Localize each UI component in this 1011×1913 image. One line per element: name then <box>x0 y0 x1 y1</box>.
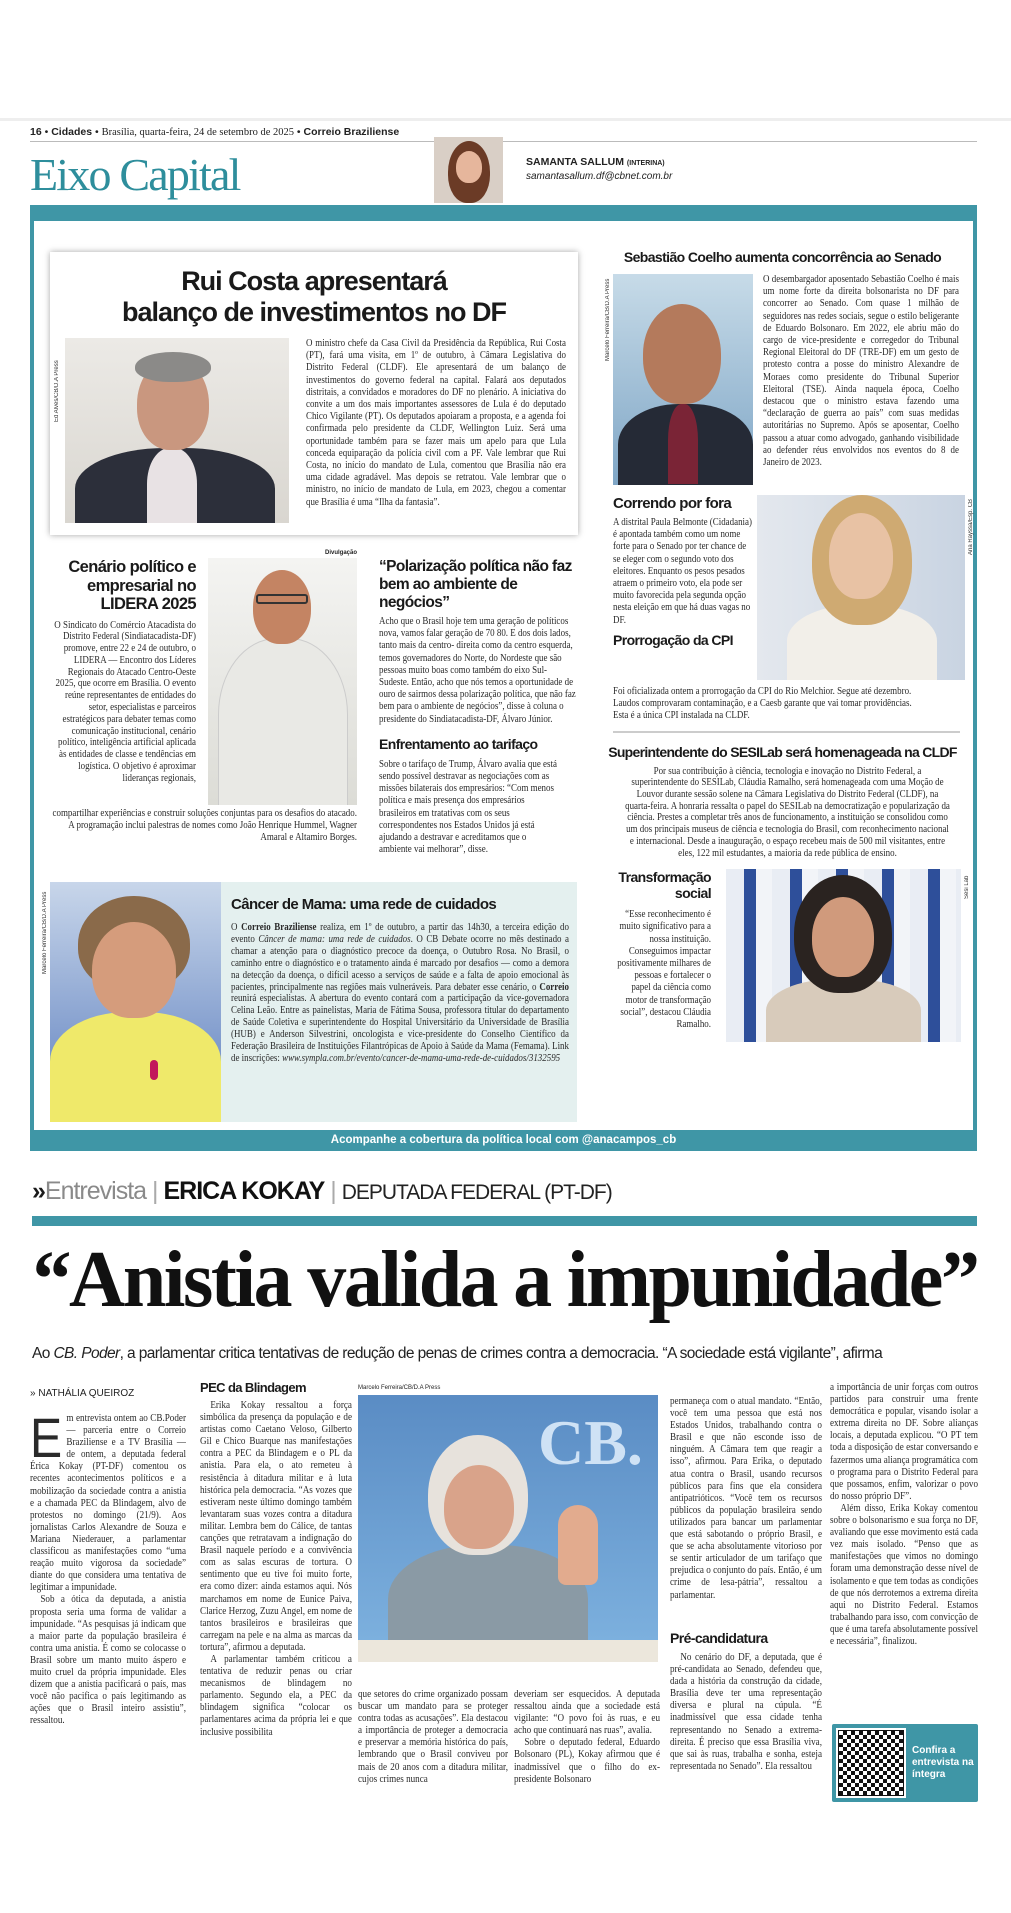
interview-deck-wrap <box>32 1344 977 1364</box>
social-bar[interactable]: Acompanhe a cobertura da política local com @anacampos_cb <box>30 1130 977 1151</box>
byline: » NATHÁLIA QUEIROZ <box>30 1388 135 1399</box>
paragraph: Sobre o deputado federal, Eduardo Bolsonaro (PL), Kokay afirmou que é inadmissível que o filho do ex-presidente Bolsonaro <box>514 1737 660 1785</box>
kicker: Entrevista <box>44 1177 147 1205</box>
paragraph: a importância de unir forças com outros partidos para construir uma frente democrática e popular, visando isolar a extrema direita no DF. Sobre alianças locais, a deputada explicou. “O PT tem toda a disposição de estar conversando e fazermos uma aliança programática com o programa para o Distrito Federal para que possamos, enfim, valorizar o povo do nosso próprio DF”. <box>830 1382 978 1502</box>
interviewee-name: ERICA KOKAY <box>163 1177 325 1205</box>
cancer-box <box>221 882 577 1122</box>
lidera-headline: Cenário político e empresarial no LIDERA 2025 <box>68 558 196 613</box>
divider <box>30 141 977 142</box>
text: . O CB Debate ocorre no mês destinado a chamar a atenção para o diagnóstico precoce da doença, o Outubro Rosa. No Brasil, o caminho entre o diagnóstico e o tratamento ainda é marcado por desafios — como a demora na detecção da doença, o difícil acesso a serviços de saúde e a falta de apoio emocional às pacientes, principalmente nas regiões mais vulneráveis. Para debater esse cenário, o <box>231 933 570 993</box>
interview-col-6 <box>830 1382 978 1709</box>
interview-col-1 <box>30 1413 186 1800</box>
transformacao-headline: Transformação social <box>618 869 711 902</box>
sebastiao-photo-wrap <box>605 274 753 485</box>
interview-col-5b <box>670 1652 822 1797</box>
claudia-photo-wrap <box>726 869 970 1042</box>
rui-body-wrap <box>306 338 566 509</box>
photo-credit: Ana Rayssa/Esp. CB <box>968 498 974 555</box>
qr-code-icon[interactable] <box>836 1728 906 1798</box>
cancer-body <box>231 922 569 1065</box>
columnist-photo <box>434 137 503 203</box>
erica-kokay-photo <box>358 1395 658 1662</box>
section-name: Cidades <box>51 126 93 138</box>
col-inner <box>830 1382 978 1648</box>
sebastiao-headline: Sebastião Coelho aumenta concorrência ao Senado <box>623 249 942 265</box>
text: Ao <box>32 1345 54 1362</box>
text: realiza, em 1º de outubro, a partir das 14h30, a terceira edição do evento <box>231 922 569 945</box>
interview-headline-wrap <box>32 1232 977 1332</box>
dropcap: E <box>30 1413 63 1469</box>
cpi-body-wrap <box>613 686 913 723</box>
photo-credit: Marcelo Ferreira/CB/D.A Press <box>358 1385 441 1391</box>
tarifaco-body-wrap <box>379 759 559 857</box>
correndo-text <box>613 495 752 680</box>
frame-left <box>30 205 34 1150</box>
sesilab-headline: Superintendente do SESILab será homenageada na CLDF <box>608 743 957 760</box>
photo-credit: Marcelo Ferreira/CB/D.A Press <box>605 278 611 361</box>
rui-costa-photo <box>65 338 289 523</box>
paper-name: Correio Braziliense <box>303 126 400 138</box>
col-inner <box>200 1400 352 1739</box>
paragraph: que setores do crime organizado possam buscar um mandato para se proteger contra todas as acusações”. Ela destacou a importância de proteger a democracia e preservar a memória histórica do país, lembrando que o Brasil conviveu por mais de 20 anos com a ditadura militar, cujos crimes nunca <box>358 1689 508 1785</box>
lidera-row <box>52 550 357 805</box>
text: reunirá especialistas. A abertura do evento contará com a participação da vice-governadora Celina Leão. Entre as painelistas, Maria de Fátima Sousa, professora titular do departamento de Saúde Coletiva e superintendente do Hospital Universitário da Universidade de Brasília (HUB) e Anderson Silvestrini, oncologista e vice-presidente do Conselho Científico da Federação Brasileira de Instituições Filantrópicas de Apoio à Saúde da Mama (Femama). Link de inscrições: <box>231 993 569 1064</box>
lidera-body: O Sindicato do Comércio Atacadista do Distrito Federal (Sindiatacadista-DF) promove, entre 22 e 24 de outubro, o LIDERA — Encontro dos Líderes Regionais do Atacado Centro-Oeste 2025, que ocorre em Brasília. O evento reúne representantes de entidades do setor, especialistas e parceiros estratégicos para debater temas como comunicação institucional, cenário político, inteligência artificial aplicada às entidades de classe e tendências em logística. O objetivo é aproximar lideranças regionais, <box>54 619 196 784</box>
interview-col-5a <box>670 1396 822 1626</box>
col-inner <box>670 1652 822 1773</box>
polarizacao-headline: “Polarização política não faz bem ao ambiente de negócios” <box>379 558 572 611</box>
sebastiao-body-wrap <box>763 274 959 485</box>
event-name: Câncer de mama: uma rede de cuidados <box>258 933 411 945</box>
lidera-text <box>52 558 196 805</box>
paragraph: permaneça com o atual mandato. “Então, você tem uma pessoa que está nos Estados Unidos, trabalhando contra o Brasil e que não esconde isso de ninguém. A Câmara tem que reagir a isso”, afirmou. Para Erika, o deputado atua contra o Brasil, usando recursos públicos para fins que ela considera antipatrióticos. “Você tem os recursos públicos da população brasileira sendo utilizados para bancar um parlamentar que está sabotando o próprio Brasil, e que se acha absolutamente vitorioso por se sentir articulador de um tarifaço que prejudica o conjunto do país. Então, é um crime de lesa-pátria”, ressaltou a parlamentar. <box>670 1396 822 1601</box>
paragraph: deveriam ser esquecidos. A deputada ressaltou ainda que a sociedade está vigilante: “O povo foi às ruas, e eu acho que continuará nas ruas”, avalia. <box>514 1689 660 1737</box>
subhead-pec: PEC da Blindagem <box>200 1380 306 1395</box>
alvaro-photo-wrap <box>208 550 357 805</box>
text-bold: Correio <box>539 981 569 993</box>
transformacao-row <box>613 869 970 1042</box>
text-bold: Correio Braziliense <box>241 922 317 933</box>
paragraph: Além disso, Erika Kokay comentou sobre o bolsonarismo e sua força no DF, avaliando que esse movimento está cada vez mais isolado. “Penso que as manifestações que vimos no domingo foram uma demonstração desse nível de isolamento e que tem todas as condições de que nós derrotemos a extrema direita aqui no Distrito Federal. Estamos trabalhando para isso, com convicção de que é uma tarefa absolutamente possível e necessária”, finalizou. <box>830 1502 978 1647</box>
pink-ribbon-icon <box>150 1060 158 1080</box>
subhead-precandidatura: Pré-candidatura <box>670 1630 768 1646</box>
paragraph: A parlamentar também criticou a tentativa de reduzir penas ou criar mecanismos de blindagem no parlamento. Segundo ela, a PEC da blindagem significa “colocar os parlamentares acima da própria lei e que inclusive possibilita <box>200 1653 352 1738</box>
separator: | <box>152 1177 158 1205</box>
polarizacao-block <box>379 558 577 856</box>
frame-right <box>973 205 977 1150</box>
celina-leao-photo <box>50 882 221 1122</box>
sesilab-body: Por sua contribuição à ciência, tecnologia e inovação no Distrito Federal, a superintendente do SESILab, Cláudia Ramalho, será homenageada com uma Moção de Louvor durante sessão solene na Câmara Legislativa do Distrito Federal (CLDF), na quarta-feira. A honraria ressalta o papel do SESILab na democratização e popularização da ciência. Prestes a completar três anos de funcionamento, a instituição se consolidou como um dos principais museus de ciência e tecnologia do Brasil, com reconhecimento nacional e internacional. Desde a inauguração, o espaço recebeu mais de 500 mil visitantes, entre eles, 122 mil estudantes, a maioria da rede pública de ensino. <box>625 765 950 859</box>
correndo-row <box>613 495 974 680</box>
rui-costa-card <box>50 252 578 535</box>
divider <box>613 731 960 733</box>
dateline: Brasília, quarta-feira, 24 de setembro de 2025 <box>101 127 295 138</box>
columnist-email[interactable]: samantasallum.df@cbnet.com.br <box>526 171 673 182</box>
separator: | <box>330 1177 336 1205</box>
transformacao-body: “Esse reconhecimento é muito significativo para a nossa instituição. Conseguimos impactar positivamente milhares de pessoas e fortalecer o papel da ciência como motor de transformação social”, destacou Cláudia Ramalho. <box>617 909 711 1031</box>
paragraph: Sob a ótica da deputada, a anistia proposta seria uma forma de validar a impunidade. “As pesquisas já indicam que a maior parte da população brasileira é contra uma anistia. É como se colocasse o Brasil sobre um manto muito áspero e muito cruel da própria impunidade. Eles dizem que a anistia pacificará o país, mas você não pacifica o país legitimando as ações que o Brasil inteiro assistiu”, ressaltou. <box>30 1594 186 1727</box>
lidera-tail-wrap <box>52 808 357 843</box>
top-rule <box>0 118 1011 121</box>
correndo-headline: Correndo por fora <box>613 495 732 512</box>
header-rule <box>32 1216 977 1226</box>
rui-headline <box>50 266 578 328</box>
paragraph: m entrevista ontem ao CB.Poder — parceria entre o Correio Braziliense e a TV Brasília — de ontem, a deputada federal Érica Kokay (PT-DF) comentou os recentes acontecimentos políticos e a mobilização da sociedade contra a anistia e a chamada PEC da Blindagem, alvo de protestos no domingo (21/9). Aos jornalistas Carlos Alexandre de Souza e Mariana Niederauer, a parlamentar classificou as manifestações como “uma reação muito vigorosa da sociedade” diante do que considera uma tentativa de legitimar a impunidade. <box>30 1413 186 1594</box>
sebastiao-body: O desembargador aposentado Sebastião Coelho é mais um nome forte da direita bolsonarista no DF para concorrer ao Senado. Com quase 1 milhão de seguidores nas redes sociais, segue o estilo beligerante de Eduardo Bolsonaro. Em 2022, ele abriu mão do cargo de vice-presidente e corregedor do Tribunal Regional Eleitoral do DF (TRE-DF) em um gesto de protesto contra a posse do ministro Alexandre de Moraes como presidente do Tribunal Superior Eleitoral (TSE). Ainda naquela época, Coelho destacou que o ministro estava fazendo uma “declaração de guerra ao país” com suas medidas autoritárias no Supremo. Após se aposentar, Coelho passou a atuar como advogado, ganhando visibilidade ao defender réus envolvidos nos eventos do 8 de Janeiro de 2023. <box>763 274 959 469</box>
polarizacao-body: Acho que o Brasil hoje tem uma geração de políticos nova, vamos falar geração de 70 80. E dos dois lados, tanto mais da centro- direita como da centro esquerda, temos governadores do Norte, do Nordeste que são pessoas muito boas como também do eixo Sul-Sudeste. Então, acho que nós temos a oportunidade de ouro de sairmos dessa polarização política, que não faz bem para o ambiente de negócios”, disse à coluna o presidente do Sindiatacadista-DF, Álvaro Júnior. <box>379 616 576 725</box>
interview-headline: “Anistia valida a impunidade” <box>32 1236 977 1324</box>
sebastiao-photo <box>613 274 753 485</box>
photo-credit: Ed Alves/CB/D.A Press <box>54 360 60 422</box>
interview-col-3 <box>358 1689 508 1798</box>
author-name: NATHÁLIA QUEIROZ <box>38 1388 135 1399</box>
cancer-headline: Câncer de Mama: uma rede de cuidados <box>231 896 497 913</box>
paragraph: No cenário do DF, a deputada, que é pré-candidata ao Senado, defendeu que, dada a história da construção da cidade, Brasília deve ter uma representação diversa e plural na cúpula. “É inadmissível que essa cidade tenha representando no Senado a extrema-direita. É preciso que essa Brasília viva, que sai às ruas, trabalha e sonha, esteja representada no Senado”. Ela ressaltou <box>670 1652 822 1772</box>
folio: 16 • Cidades • Brasília, quarta-feira, 24 de setembro de 2025 • Correio Braziliense <box>30 126 400 138</box>
interview-deck <box>32 1344 882 1363</box>
photo-credit: Divulgação <box>324 550 357 556</box>
tarifaco-body: Sobre o tarifaço de Trump, Álvaro avalia que está sendo possível destravar as negociações com as missões bilaterais dos empresários: “Com menos política e mais presença dos empresários brasileiros em tratativas com os seus correspondentes nos Estados Unidos já está ajudando a destravar e acreditamos que o ambiente vai melhorar”, disse. <box>379 758 557 856</box>
interview-col-2 <box>200 1400 352 1799</box>
paula-belmonte-photo <box>757 495 965 680</box>
col-inner <box>30 1413 186 1727</box>
col-inner <box>670 1396 822 1602</box>
interview-header <box>32 1174 612 1210</box>
lidera-body-tail: compartilhar experiências e construir soluções conjuntas para os desafios do atacado. A programação inclui palestras de nomes como João Henrique Hummel, Wagner Amaral e Altamiro Borges. <box>52 808 357 843</box>
interviewee-role: DEPUTADA FEDERAL (PT-DF) <box>341 1181 612 1204</box>
qr-label[interactable]: Confira a entrevista na íntegra <box>912 1745 974 1780</box>
cb-logo: CB. <box>538 1407 643 1478</box>
registration-link[interactable]: www.sympla.com.br/evento/cancer-de-mama-uma-rede-de-cuidados/3132595 <box>282 1052 561 1064</box>
interview-col-4 <box>514 1689 660 1798</box>
author-name: SAMANTA SALLUM <box>526 156 624 168</box>
text: , a parlamentar critica tentativas de redução de penas de crimes contra a democracia. “A sociedade está vigilante”, afirma <box>119 1345 883 1362</box>
cpi-body: Foi oficializada ontem a prorrogação da CPI do Rio Melchior. Segue até dezembro. Laudos comprovaram contaminação, e a Caesb garante que vai tomar providências. Esta é a única CPI instalada na CLDF. <box>613 686 912 722</box>
sebastiao-row <box>605 274 965 485</box>
sesilab-body-wrap <box>625 766 950 860</box>
photo-credit: Sesi Lab <box>964 875 970 900</box>
photo-credit: Marcelo Ferreira/CB/D.A Press <box>42 891 48 974</box>
alvaro-junior-photo <box>208 558 357 805</box>
right-column <box>600 248 974 1042</box>
tarifaco-headline: Enfrentamento ao tarifaço <box>379 735 538 752</box>
frame-top-band <box>30 205 977 221</box>
headline-line: Rui Costa apresentará <box>181 266 447 296</box>
author-note: (INTERINA) <box>626 160 665 167</box>
paula-photo-wrap <box>757 495 974 680</box>
lidera-block <box>52 550 357 843</box>
text: O <box>231 922 242 933</box>
rui-body: O ministro chefe da Casa Civil da Presidência da República, Rui Costa (PT), fará uma visita, em 1º de outubro, à Câmara Legislativa do Distrito Federal (CLDF). Ele apresentará de um balanço de investimentos do governo federal na capital. Falará aos deputados distritais, a convidados e moradores do DF no plenário. A iniciativa do convite a um dos mais importantes assessores de Lula é do deputado Chico Vigilante (PT). Os deputados apoiaram a proposta, e a agenda foi confirmada pelo presidente da CLDF, Wellington Luiz. Será uma oportunidade também para se fazer mais um apelo para que Lula conceda equiparação da polícia civil com a PF. Vale lembrar que Rui Costa, no início do mandato de Lula, comentou que Brasília não era uma cidade agradável. Mas depois se retratou. Vale lembrar que o ministro, no início de mandato de Lula, em 2023, chegou a comentar que Brasília é uma “Ilha da fantasia”. <box>306 338 566 508</box>
column-title: Eixo Capital <box>30 149 240 200</box>
claudia-ramalho-photo <box>726 869 961 1042</box>
page-number: 16 <box>30 126 42 138</box>
headline-line: balanço de investimentos no DF <box>121 297 507 327</box>
correndo-body: A distrital Paula Belmonte (Cidadania) é apontada também como um nome forte para o Senado por ter chance de se eleger com o segundo voto dos eleitores. Enquanto os pesos pesados atraem o primeiro voto, ela pode ser muito favorecida pela segunda opção nesta eleição em que há duas vagas no DF. <box>613 517 752 626</box>
paragraph: Erika Kokay ressaltou a força simbólica da presença da população e de artistas como Caetano Veloso, Gilberto Gil e Chico Buarque nas manifestações contra a PEC da Blindagem e o PL da anistia. Para ela, o ato remeteu à resistência à ditadura militar e à luta histórica pela democracia. “As vozes que estiveram neste último domingo também levantaram suas vozes contra a ditadura militar. Lembra bem do Cálice, de tantas canções que retratavam a indignação do Brasil naquele período e a convivência com as salas escuras de tortura. O sentimento que eu tive foi muito forte, era como dizer: ainda estamos aqui. Nós marchamos em nome de Eunice Paiva, Clarice Herzog, Zuzu Angel, em nome de tantos brasileiros e brasileiras que carregam na pele e na alma as marcas da tortura”, afirmou a deputada. <box>200 1400 352 1653</box>
col-inner <box>514 1689 660 1786</box>
hand <box>558 1505 598 1585</box>
chevron-icon: » <box>32 1177 45 1205</box>
program-name: CB. Poder <box>53 1345 120 1362</box>
col-inner <box>358 1689 508 1786</box>
columnist-name <box>526 156 665 168</box>
cpi-headline: Prorrogação da CPI <box>613 631 733 648</box>
cancer-body-wrap <box>231 922 569 1065</box>
qr-box[interactable] <box>832 1724 978 1802</box>
transformacao-text <box>613 869 711 1042</box>
